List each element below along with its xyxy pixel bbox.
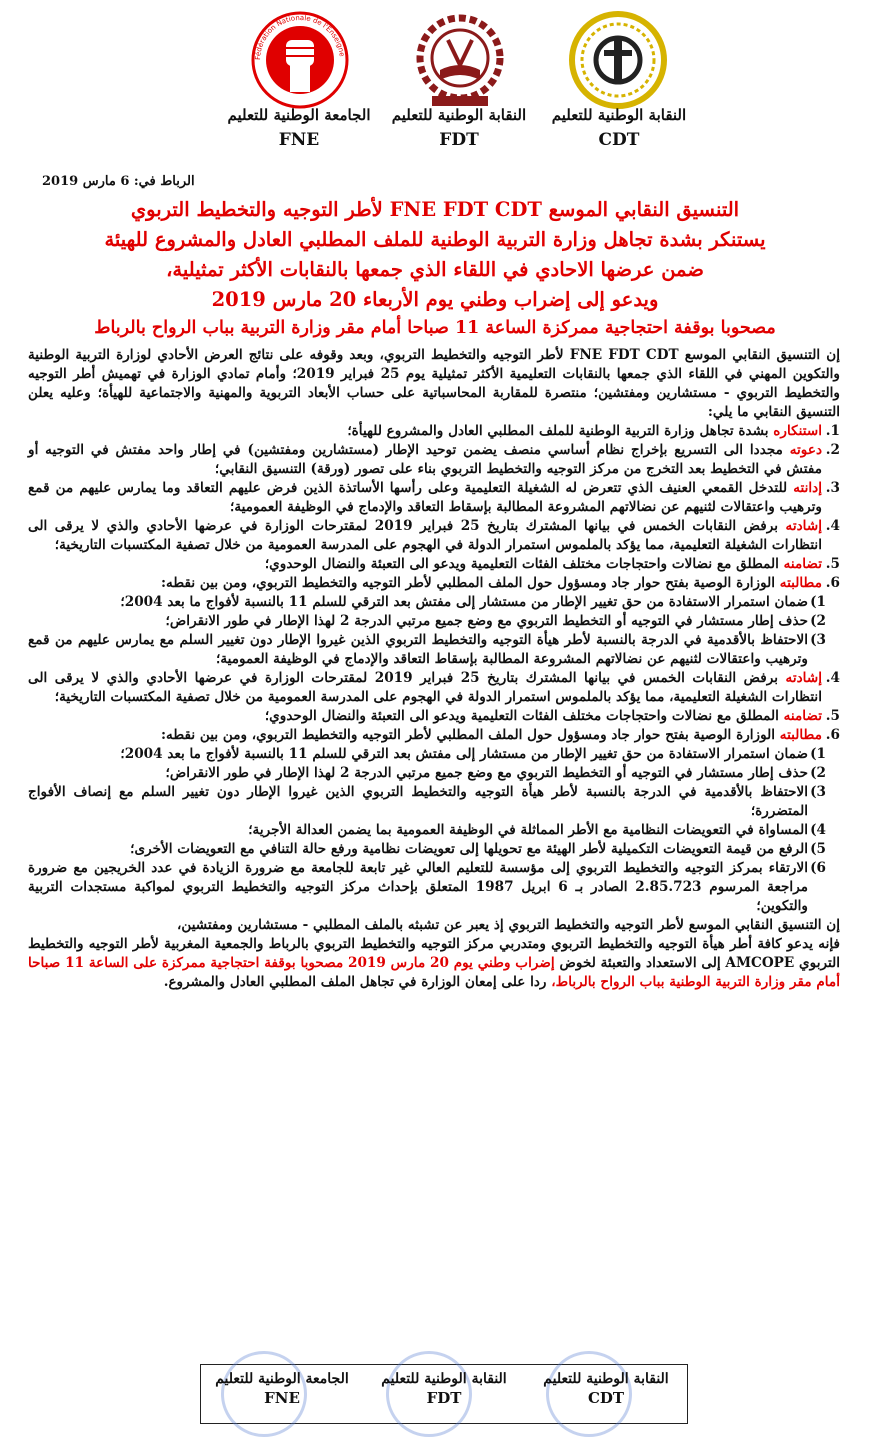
signature-abbr: CDT <box>587 1389 625 1407</box>
subpoint-text: المساواة في التعويضات النظامية مع الأطر المماثلة في الوظيفة العمومية بما يضمن العدالة الأجرية؛ <box>248 822 808 838</box>
point-number: 4. <box>825 518 840 534</box>
raised-fist-emblem-icon <box>250 10 350 110</box>
list-item <box>28 631 840 669</box>
point-number: 3. <box>825 480 840 496</box>
list-item <box>28 669 840 707</box>
org-name-fdt: النقابة الوطنية للتعليم <box>391 106 527 124</box>
subpoint-text: الاحتفاظ بالأقدمية في الدرجة بالنسبة لأطر هيأة التوجيه والتخطيط التربوي الذين غيروا الإطار دون تغيير السلم مع يمارس عليهم من قمع وترهيب واعتقالات لثنيهم عن نضالاتهم المشروعة المطالبة بإسقاط التعاقد والإدماج في الوظيفة العمومية؛ <box>28 632 808 667</box>
list-item <box>28 821 840 840</box>
subpoint-number: 1) <box>810 746 826 762</box>
subpoint-number: 4) <box>810 822 826 838</box>
subpoint-number: 3) <box>810 784 826 800</box>
fne-logo <box>250 10 350 110</box>
closing-text-end: ردا على إمعان الوزارة في تجاهل الملف المطلبي العادل والمشروع. <box>163 974 552 990</box>
headline-line-4: ويدعو إلى إضراب وطني يوم الأربعاء 20 مارس 2019 <box>211 288 659 311</box>
subpoint-number: 3) <box>810 632 826 648</box>
point-text: الوزارة الوصية بفتح حوار جاد ومسؤول حول الملف المطلبي لأطر التوجيه والتخطيط التربوي، ومن بين نقطه: <box>161 575 780 591</box>
headline-line-3: ضمن عرضها الاحادي في اللقاء الذي جمعها بالنقابات الأكثر تمثيلية، <box>166 258 704 281</box>
document-date: الرباط في: 6 مارس 2019 <box>42 174 195 189</box>
subpoint-text: الارتقاء بمركز التوجيه والتخطيط التربوي إلى مؤسسة للتعليم العالي غير تابعة للجامعة مع ضرورة الزيادة في عدد الخريجين مع ضرورة مراجعة المرسوم 2.85.723 الصادر بـ 6 ابريل 1987 المتعلق بإحداث مركز التوجيه والتخطيط التربوي لمواكبة مستجدات التربية والتكوين؛ <box>28 860 808 914</box>
signature-fdt <box>363 1371 525 1407</box>
fdt-logo <box>410 10 510 110</box>
list-item <box>28 745 840 764</box>
point-number: 1. <box>825 423 840 439</box>
point-keyword: إدانته <box>793 480 822 496</box>
point-number: 5. <box>825 708 840 724</box>
subpoint-number: 2) <box>810 613 826 629</box>
signature-abbr: FNE <box>264 1389 300 1407</box>
point-keyword: دعوته <box>789 442 822 458</box>
org-abbr-cdt: CDT <box>598 130 640 150</box>
point-keyword: تضامنه <box>783 556 822 572</box>
list-item <box>28 593 840 612</box>
subpoint-text: الاحتفاظ بالأقدمية في الدرجة بالنسبة لأطر هيأة التوجيه والتخطيط التربوي الذين غيروا الإطار دون تغيير السلم مع إنصاف الأفواج المتضررة؛ <box>28 784 808 819</box>
signature-name: الجامعة الوطنية للتعليم <box>215 1371 349 1387</box>
point-keyword: تضامنه <box>783 708 822 724</box>
list-item <box>28 479 840 517</box>
points-list-a <box>28 422 840 593</box>
subpoint-text: ضمان استمرار الاستفادة من حق تغيير الإطار من مستشار إلى مفتش بعد الترقي للسلم 11 بالنسبة لأفواج ما بعد 2004؛ <box>120 594 808 610</box>
point-keyword: مطالبته <box>779 575 822 591</box>
closing-strike-call: إضراب وطني يوم 20 مارس 2019 مصحوبا بوقفة احتجاجية ممركزة على الساعة 11 صباحا أمام مقر وزارة التربية الوطنية بباب الرواح بالرباط، <box>28 955 840 990</box>
closing-text-start: فإنه يدعو كافة أطر هيأة التوجيه والتخطيط التربوي ومتدربي مركز التوجيه والتخطيط التربوي بالرباط والجمعية المغربية لأطر التوجيه والتخطيط التربوي AMCOPE إلى الاستعداد والتعبئة لخوض <box>28 936 840 971</box>
statement-body <box>28 346 840 992</box>
list-item <box>28 764 840 783</box>
list-item <box>28 783 840 821</box>
list-item <box>28 574 840 593</box>
point-text: المطلق مع نضالات واحتجاجات مختلف الفئات التعليمية ويدعو الى التعبئة والنضال الوحدوي؛ <box>264 708 784 724</box>
signature-fne <box>201 1371 363 1407</box>
subpoint-text: حذف إطار مستشار في التوجيه أو التخطيط التربوي مع وضع جميع مرتبي الدرجة 2 لهذا الإطار في طور الانقراض؛ <box>165 613 808 629</box>
point-text: الوزارة الوصية بفتح حوار جاد ومسؤول حول الملف المطلبي لأطر التوجيه والتخطيط التربوي، ومن بين نقطه: <box>161 727 780 743</box>
point-text: للتدخل القمعي العنيف الذي تتعرض له الشغيلة التعليمية وعلى رأسها الأساتذة الذين فرض عليهم التعاقد وما يمارس عليهم من قمع وترهيب واعتقالات لثنيهم عن نضالاتهم المشروعة المطالبة بإسقاط التعاقد والإدماج في الوظيفة العمومية؛ <box>28 480 822 515</box>
org-name-fne: الجامعة الوطنية للتعليم <box>227 106 371 124</box>
list-item <box>28 422 840 441</box>
subpoint-number: 2) <box>810 765 826 781</box>
point-text: برفض النقابات الخمس في بيانها المشترك بتاريخ 25 فبراير 2019 لمقترحات الوزارة في عرضها الأحادي والذي لا يرقى الى انتظارات الشغيلة التعليمية، مما يؤكد بالملموس استمرار الدولة في الهجوم على المدرسة العمومية من خلال تصفية المكتسبات التاريخية؛ <box>28 670 822 705</box>
headline-line-1: التنسيق النقابي الموسع FNE FDT CDT لأطر التوجيه والتخطيط التربوي <box>130 198 740 221</box>
signature-cdt <box>525 1371 687 1407</box>
signature-name: النقابة الوطنية للتعليم <box>543 1371 669 1387</box>
point-number: 6. <box>825 727 840 743</box>
point-text: بشدة تجاهل وزارة التربية الوطنية للملف المطلبي العادل والمشروع للهيأة؛ <box>347 423 774 439</box>
subpoints-list-a <box>28 593 840 669</box>
list-item <box>28 555 840 574</box>
point-number: 5. <box>825 556 840 572</box>
fne-logo-ring-text: Fédération Nationale de l'Enseigne <box>253 13 346 61</box>
signature-box <box>200 1364 688 1424</box>
closing-paragraph-1: إن التنسيق النقابي الموسع لأطر التوجيه والتخطيط التربوي إذ يعبر عن تشبثه بالملف المطلبي - مستشارين ومفتشين، <box>176 917 840 933</box>
signature-abbr: FDT <box>426 1389 462 1407</box>
list-item <box>28 859 840 916</box>
subpoint-number: 5) <box>810 841 826 857</box>
point-number: 4. <box>825 670 840 686</box>
list-item <box>28 441 840 479</box>
list-item <box>28 612 840 631</box>
point-keyword: إشادته <box>785 518 822 534</box>
point-text: برفض النقابات الخمس في بيانها المشترك بتاريخ 25 فبراير 2019 لمقترحات الوزارة في عرضها الأحادي والذي لا يرقى الى انتظارات الشغيلة التعليمية، مما يؤكد بالملموس استمرار الدولة في الهجوم على المدرسة العمومية من خلال تصفية المكتسبات التاريخية؛ <box>28 518 822 553</box>
point-text: مجددا الى التسريع بإخراج نظام أساسي منصف يضمن توحيد الإطار (مستشارين ومفتشين) في إطار واحد مفتش في التوجيه أو مفتش في التخطيط بعد التخرج من مركز التوجيه والتخطيط التربوي بناء على تصور (ورقة) التنسيق النقابي؛ <box>28 442 822 477</box>
subpoint-number: 1) <box>810 594 826 610</box>
subpoint-number: 6) <box>810 860 826 876</box>
org-abbr-fdt: FDT <box>439 130 479 150</box>
point-text: المطلق مع نضالات واحتجاجات مختلف الفئات التعليمية ويدعو الى التعبئة والنضال الوحدوي؛ <box>264 556 784 572</box>
list-item <box>28 726 840 745</box>
subpoints-list-b <box>28 745 840 916</box>
subpoint-text: حذف إطار مستشار في التوجيه أو التخطيط التربوي مع وضع جميع مرتبي الدرجة 2 لهذا الإطار في طور الانقراض؛ <box>165 765 808 781</box>
subpoint-text: الرفع من قيمة التعويضات التكميلية لأطر الهيئة مع تحويلها إلى تعويضات نظامية ورفع حالة التنافي مع التعويضات الأخرى؛ <box>130 841 808 857</box>
org-name-cdt: النقابة الوطنية للتعليم <box>551 106 687 124</box>
list-item <box>28 840 840 859</box>
points-list-b <box>28 669 840 745</box>
closing-paragraph-2 <box>28 935 840 992</box>
signature-name: النقابة الوطنية للتعليم <box>381 1371 507 1387</box>
headline-line-2: يستنكر بشدة تجاهل وزارة التربية الوطنية للملف المطلبي العادل والمشروع للهيئة <box>104 228 766 251</box>
point-number: 2. <box>825 442 840 458</box>
point-number: 6. <box>825 575 840 591</box>
org-abbr-fne: FNE <box>278 130 320 150</box>
headline-line-5: مصحوبا بوقفة احتجاجية ممركزة الساعة 11 صباحا أمام مقر وزارة التربية بباب الرواح بالرباط <box>94 318 776 338</box>
gear-wheat-book-emblem-icon <box>410 10 510 110</box>
point-keyword: إشادته <box>785 670 822 686</box>
cdt-logo <box>568 10 668 110</box>
gear-wheat-emblem-icon <box>568 10 668 110</box>
point-keyword: استنكاره <box>773 423 822 439</box>
list-item <box>28 707 840 726</box>
intro-paragraph: إن التنسيق النقابي الموسع FNE FDT CDT لأطر التوجيه والتخطيط التربوي، وبعد وقوفه على نتائج العرض الأحادي لوزارة التربية الوطنية والتكوين المهني في اللقاء الذي جمعها بالنقابات التعليمية الأكثر تمثيلية يوم 25 فبراير 2019؛ وأمام تمادي الوزارة في تهميش أطر التوجيه والتخطيط التربوي - مستشارين ومفتشين؛ منتصرة للمقاربة المحاسباتية على حساب الأبعاد التربوية والمهنية والاجتماعية للهيأة؛ وعليه يعلن التنسيق النقابي ما يلي: <box>28 347 840 420</box>
subpoint-text: ضمان استمرار الاستفادة من حق تغيير الإطار من مستشار إلى مفتش بعد الترقي للسلم 11 بالنسبة لأفواج ما بعد 2004؛ <box>120 746 808 762</box>
list-item <box>28 517 840 555</box>
point-keyword: مطالبته <box>779 727 822 743</box>
